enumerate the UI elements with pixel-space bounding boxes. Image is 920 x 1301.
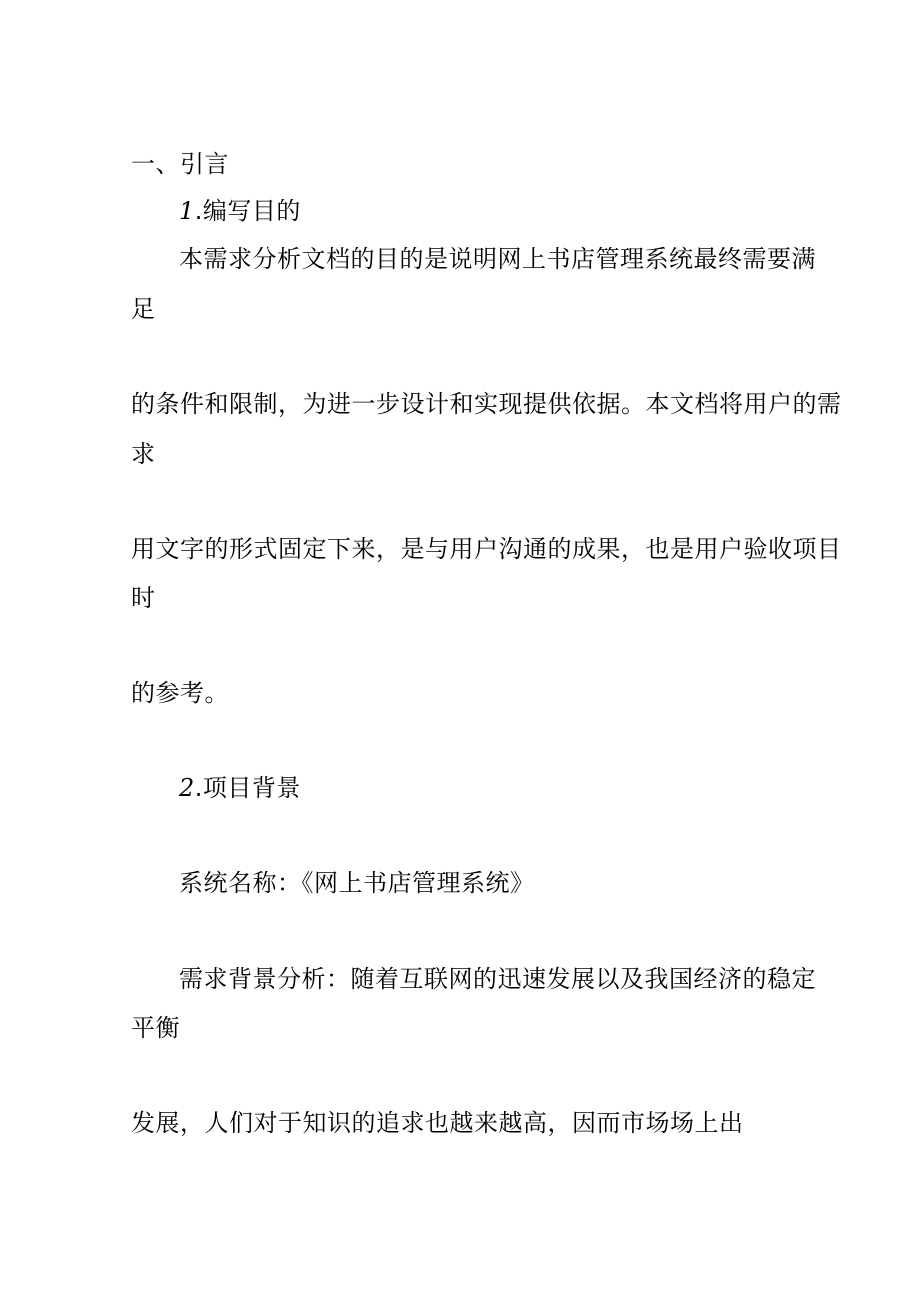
subsection-number: 1 (179, 197, 195, 225)
subsection-title-text: .项目背景 (194, 774, 301, 802)
subsection-number: 2 (179, 774, 195, 802)
paragraph-line: 发展，人们对于知识的追求也越来越高，因而市场场上出 (131, 1109, 744, 1137)
paragraph-line: 时 (131, 584, 156, 612)
paragraph-line: 求 (131, 440, 156, 468)
paragraph-line: 的条件和限制，为进一步设计和实现提供依据。本文档将用户的需 (131, 390, 842, 418)
paragraph-line: 本需求分析文档的目的是说明网上书店管理系统最终需要满 (179, 245, 816, 273)
paragraph-line: 平衡 (131, 1014, 180, 1042)
section-heading: 一、引言 (131, 150, 229, 178)
paragraph-line: 足 (131, 295, 156, 323)
subsection-title-text: .编写目的 (194, 197, 301, 225)
paragraph-line: 需求背景分析：随着互联网的迅速发展以及我国经济的稳定 (179, 965, 816, 993)
paragraph-line: 用文字的形式固定下来，是与用户沟通的成果，也是用户验收项目 (131, 535, 842, 563)
system-name-line: 系统名称：《网上书店管理系统》 (179, 869, 535, 897)
subsection-title-purpose (179, 196, 301, 226)
paragraph-line: 的参考。 (131, 679, 229, 707)
subsection-title-background (179, 773, 301, 803)
